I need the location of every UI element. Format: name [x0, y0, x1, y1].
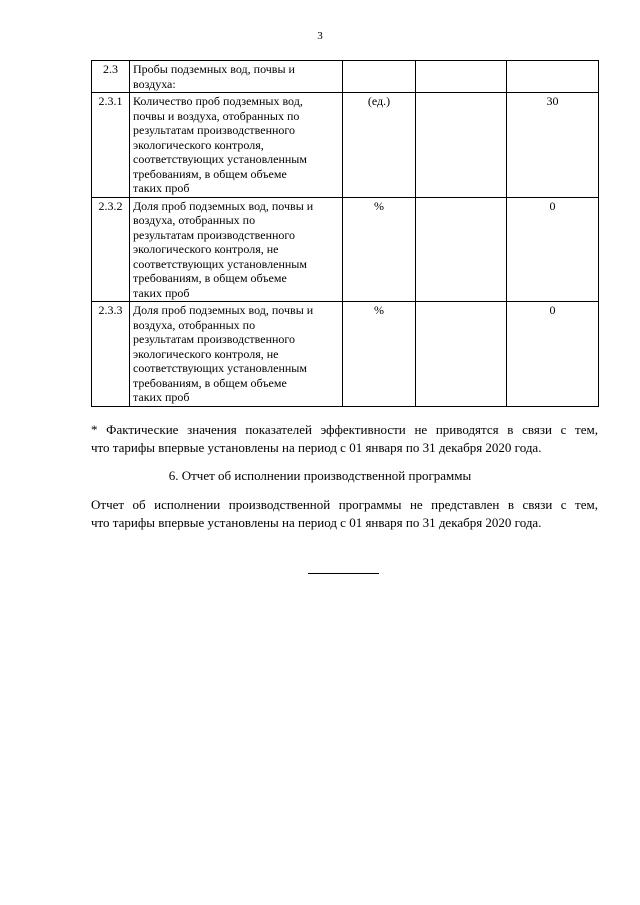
indicator-name-line: экологического контроля, не: [133, 346, 279, 361]
indicator-name-line: таких проб: [133, 181, 190, 195]
footnote: [91, 421, 598, 456]
indicator-name-line: соответствующих установленным: [133, 361, 307, 375]
fact-value-cell: 30: [507, 93, 599, 198]
indicator-name-line: воздуха, отобранных по: [133, 213, 256, 227]
fact-value-cell: 0: [507, 302, 599, 407]
indicator-name-line: Количество проб подземных вод,: [133, 94, 303, 108]
indicator-name-line: Доля проб подземных вод, почвы и: [133, 303, 314, 317]
indicator-name-line: соответствующих установленным: [133, 256, 307, 271]
report-paragraph: [91, 496, 598, 531]
fact-value-cell: [507, 61, 599, 93]
table-row: [92, 61, 599, 93]
unit-cell: %: [343, 302, 416, 407]
indicator-name-line: соответствующих установленным: [133, 152, 307, 166]
indicator-name-cell: [130, 93, 343, 198]
closing-rule: [308, 573, 379, 574]
fact-value-cell: 0: [507, 197, 599, 302]
indicator-name-line: таких проб: [133, 390, 190, 404]
indicators-table: [91, 60, 599, 407]
indicators-table-body: [92, 61, 599, 407]
footnote-line-1: * Фактические значения показателей эффективности не приводятся в связи с тем,: [91, 422, 598, 437]
indicator-name-line: экологического контроля, не: [133, 242, 279, 256]
footnote-line-2: что тарифы впервые установлены на период с 01 января по 31 декабря 2020 года.: [91, 439, 542, 455]
indicator-name-line: Доля проб подземных вод, почвы и: [133, 198, 314, 213]
plan-value-cell: [416, 61, 507, 93]
indicator-name-cell: [130, 197, 343, 302]
unit-cell: %: [343, 197, 416, 302]
row-number-cell: 2.3.2: [92, 197, 130, 302]
plan-value-cell: [416, 93, 507, 198]
indicator-name-line: требованиям, в общем объеме: [133, 166, 287, 181]
indicator-name-line: результатам производственного: [133, 123, 296, 137]
table-row: [92, 302, 599, 407]
indicator-name-cell: [130, 302, 343, 407]
indicator-name-line: результатам производственного: [133, 332, 296, 346]
indicator-name-line: почвы и воздуха, отобранных по: [133, 108, 300, 123]
page-number: 3: [317, 30, 323, 42]
unit-cell: (ед.): [343, 93, 416, 198]
indicator-name-line: воздуха:: [133, 76, 176, 91]
indicator-name-line: требованиям, в общем объеме: [133, 375, 287, 390]
plan-value-cell: [416, 197, 507, 302]
indicator-name-line: воздуха, отобранных по: [133, 317, 256, 332]
unit-cell: [343, 61, 416, 93]
report-line-1: Отчет об исполнении производственной программы не представлен в связи с тем,: [91, 497, 598, 512]
section-heading: 6. Отчет об исполнении производственной программы: [168, 468, 472, 483]
row-number-cell: 2.3: [92, 61, 130, 93]
table-row: [92, 93, 599, 198]
indicator-name-cell: [130, 61, 343, 93]
indicator-name-line: таких проб: [133, 285, 190, 300]
table-row: [92, 197, 599, 302]
indicator-name-line: экологического контроля,: [133, 137, 264, 152]
indicator-name-line: результатам производственного: [133, 227, 296, 242]
row-number-cell: 2.3.1: [92, 93, 130, 198]
plan-value-cell: [416, 302, 507, 407]
indicator-name-line: требованиям, в общем объеме: [133, 271, 287, 285]
indicator-name-line: Пробы подземных вод, почвы и: [133, 62, 295, 76]
report-line-2: что тарифы впервые установлены на период с 01 января по 31 декабря 2020 года.: [91, 514, 542, 530]
row-number-cell: 2.3.3: [92, 302, 130, 407]
